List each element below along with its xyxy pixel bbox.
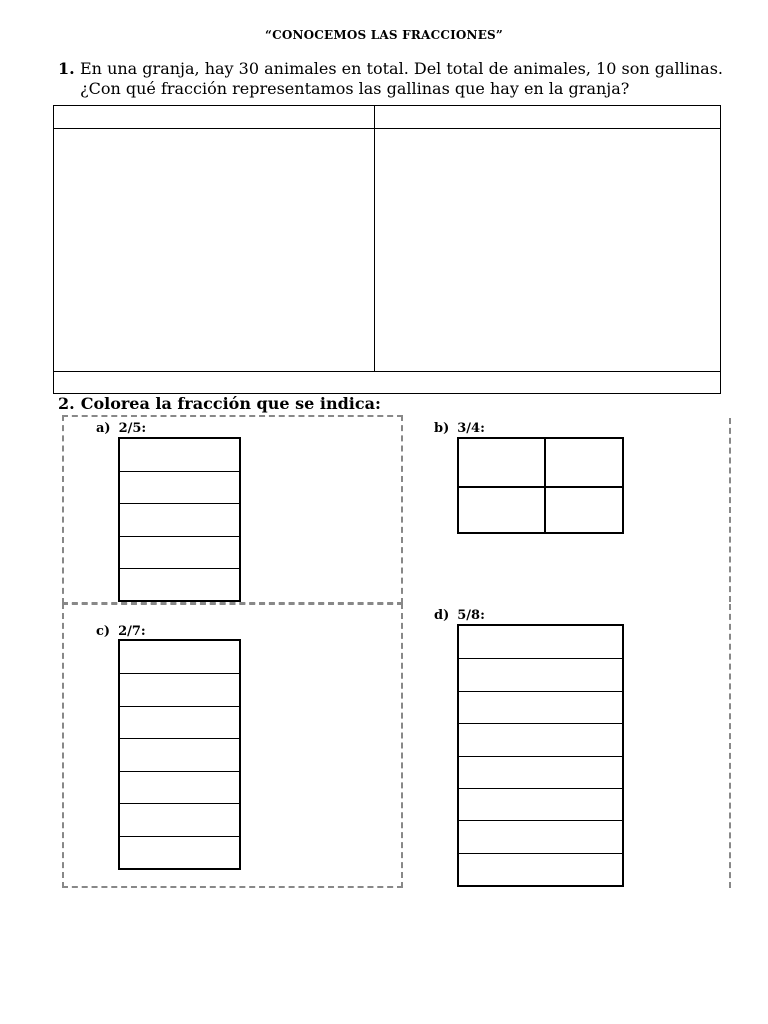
bar-c-segment-line: [120, 738, 239, 739]
item-c-label: [96, 624, 146, 639]
question-2: [58, 394, 381, 414]
question-1-text: En una granja, hay 30 animales en total. Del total de animales, 10 son gallinas. ¿Con qué fracción representamos las gallinas que hay en la granja?: [80, 59, 723, 98]
answer-table-header-line: [54, 128, 720, 129]
frame-d-right-edge: [729, 604, 731, 888]
item-d-letter: d): [434, 608, 450, 623]
bar-c-segment-line: [120, 706, 239, 707]
item-b-label: [434, 421, 485, 436]
fraction-bar-a[interactable]: [118, 437, 241, 602]
bar-a-segment-line: [120, 536, 239, 537]
bar-c-segment-line: [120, 803, 239, 804]
question-1: [58, 59, 728, 99]
item-a-letter: a): [96, 421, 111, 436]
answer-table: [53, 105, 721, 394]
item-b-fraction: 3/4:: [457, 421, 485, 436]
item-d-fraction: 5/8:: [457, 608, 485, 623]
bar-d-segment-line: [459, 820, 622, 821]
bar-a-segment-line: [120, 471, 239, 472]
bar-d-segment-line: [459, 853, 622, 854]
item-c-fraction: 2/7:: [118, 624, 146, 639]
bar-d-segment-line: [459, 756, 622, 757]
answer-table-header-divider: [374, 106, 375, 128]
bar-c-segment-line: [120, 771, 239, 772]
worksheet-title: “CONOCEMOS LAS FRACCIONES”: [264, 28, 504, 42]
question-1-number: 1.: [58, 59, 75, 78]
fraction-grid-b[interactable]: [457, 437, 624, 534]
question-2-text: Colorea la fracción que se indica:: [80, 394, 381, 413]
answer-table-footer-line: [54, 371, 720, 372]
bar-d-segment-line: [459, 723, 622, 724]
bar-d-segment-line: [459, 788, 622, 789]
bar-c-segment-line: [120, 836, 239, 837]
item-a-label: [96, 421, 146, 436]
bar-a-segment-line: [120, 503, 239, 504]
fraction-bar-d[interactable]: [457, 624, 624, 887]
bar-d-segment-line: [459, 658, 622, 659]
item-d-label: [434, 608, 485, 623]
frame-b-right-edge: [729, 418, 731, 602]
fraction-bar-c[interactable]: [118, 639, 241, 870]
item-b-letter: b): [434, 421, 450, 436]
answer-table-column-divider: [374, 128, 375, 371]
item-c-letter: c): [96, 624, 111, 639]
bar-d-segment-line: [459, 691, 622, 692]
bar-a-segment-line: [120, 568, 239, 569]
grid-b-horizontal-line: [459, 486, 622, 488]
item-a-fraction: 2/5:: [118, 421, 147, 436]
grid-b-vertical-line: [544, 439, 546, 532]
bar-c-segment-line: [120, 673, 239, 674]
question-2-number: 2.: [58, 394, 75, 413]
